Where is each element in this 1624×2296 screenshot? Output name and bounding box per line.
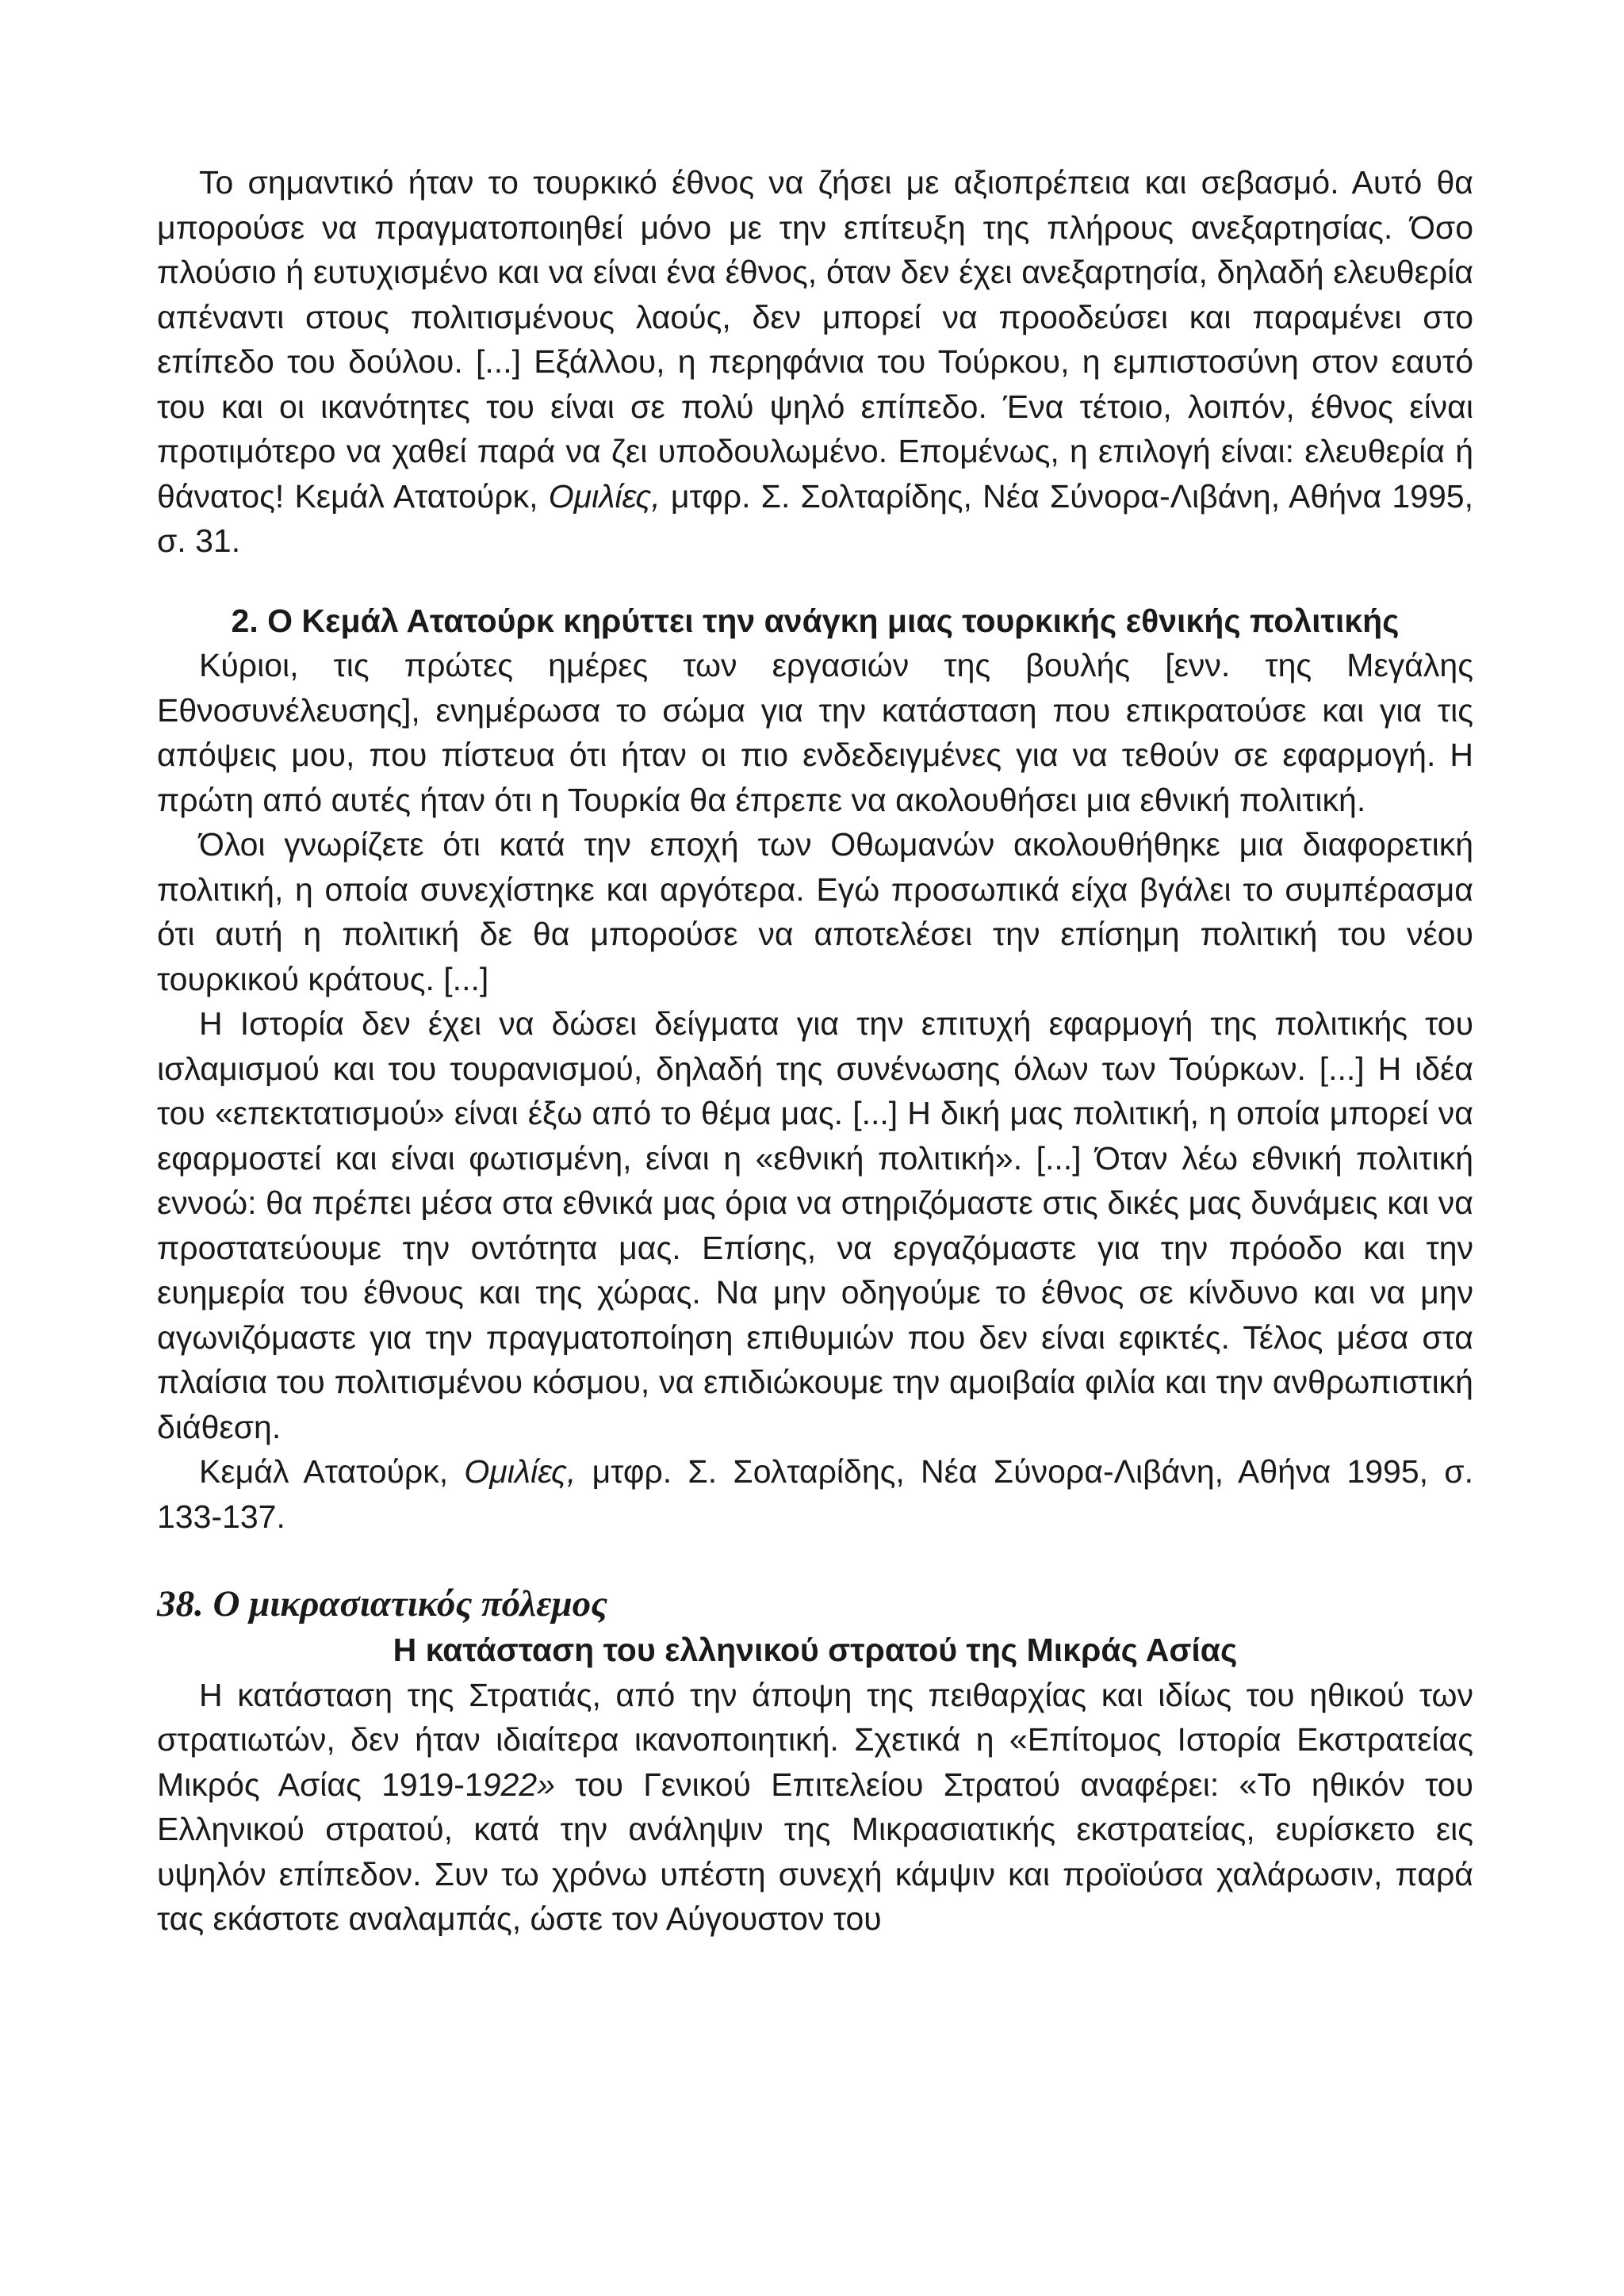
section2-source	[157, 1449, 1473, 1539]
section1-source-title: Ομιλίες,	[548, 477, 661, 515]
document-page	[157, 160, 1473, 1942]
section2-source-details: μτφρ. Σ. Σολταρίδης, Νέα Σύνορα-Λιβάνη, Αθήνα 1995, σ. 133-137.	[157, 1453, 1473, 1535]
spacer	[157, 1539, 1473, 1580]
section2-source-author: Κεμάλ Ατατούρκ,	[199, 1453, 465, 1490]
section2-heading: 2. Ο Κεμάλ Ατατούρκ κηρύττει την ανάγκη μιας τουρκικής εθνικής πολιτικής	[231, 602, 1400, 639]
chapter-title: 38. Ο μικρασιατικός πόλεμος	[157, 1583, 608, 1624]
chapter-paragraph	[157, 1673, 1473, 1942]
section2-paragraph-2: Όλοι γνωρίζετε ότι κατά την εποχή των Οθωμανών ακολουθήθηκε μια διαφορετική πολιτική, η οποία συνεχίστηκε και αργότερα. Εγώ προσωπικά είχα βγάλει το συμπέρασμα ότι αυτή η πολιτική δε θα μπορούσε να αποτελέσει την επίσημη πολιτική του νέου τουρκικού κράτους. [...]	[157, 826, 1473, 997]
chapter-subheading: Η κατάσταση του ελληνικού στρατού της Μικράς Ασίας	[393, 1632, 1238, 1668]
chapter-paragraph-end: του Γενικού Επιτελείου Στρατού αναφέρει: «Το ηθικόν του Ελληνικού στρατού, κατά την ανάληψιν της Μικρασιατικής εκστρατείας, ευρίσκετο εις υψηλόν επίπεδον. Συν τω χρόνω υπέστη συνεχή κάμψιν και προϊούσα χαλάρωσιν, παρά τας εκάστοτε αναλαμπάς, ώστε τον Αύγουστον του	[157, 1766, 1473, 1937]
section2-paragraph-3: Η Ιστορία δεν έχει να δώσει δείγματα για την επιτυχή εφαρμογή της πολιτικής του ισλαμισμού και του τουρανισμού, δηλαδή της συνένωσης όλων των Τούρκων. [...] Η ιδέα του «επεκτατισμού» είναι έξω από το θέμα μας. [...] Η δική μας πολιτική, η οποία μπορεί να εφαρμοστεί και είναι φωτισμένη, είναι η «εθνική πολιτική». [...] Όταν λέω εθνική πολιτική εννοώ: θα πρέπει μέσα στα εθνικά μας όρια να στηριζόμαστε στις δικές μας δυνάμεις και να προστατεύουμε την οντότητα μας. Επίσης, να εργαζόμαστε για την πρόοδο και την ευημερία του έθνους και της χώρας. Να μην οδηγούμε το έθνος σε κίνδυνο και να μην αγωνιζόμαστε για την πραγματοποίηση επιθυμιών που δεν είναι εφικτές. Τέλος μέσα στα πλαίσια του πολιτισμένου κόσμου, να επιδιώκουμε την αμοιβαία φιλία και την ανθρωπιστική διάθεση.	[157, 1005, 1473, 1445]
chapter-paragraph-start: Η κατάσταση της Στρατιάς, από την άποψη της πειθαρχίας και ιδίως του ηθικού των στρατιωτών, δεν ήταν ιδιαίτερα ικανοποιητική. Σχετικά η «Επίτομος Ιστορία Εκστρατείας Μικρός Ασίας 1919-1	[157, 1676, 1473, 1803]
section2-source-title: Ομιλίες,	[464, 1453, 576, 1490]
section1-paragraph	[157, 160, 1473, 564]
spacer	[157, 564, 1473, 599]
chapter-paragraph-italic: 922»	[482, 1766, 555, 1803]
section1-text: Το σημαντικό ήταν το τουρκικό έθνος να ζήσει με αξιοπρέπεια και σεβασμό. Αυτό θα μπορούσε να πραγματοποιηθεί μόνο με την επίτευξη της πλήρους ανεξαρτησίας. Όσο πλούσιο ή ευτυχισμένο και να είναι ένα έθνος, όταν δεν έχει ανεξαρτησία, δηλαδή ελευθερία απέναντι στους πολιτισμένους λαούς, δεν μπορεί να προοδεύσει και παραμένει στο επίπεδο του δούλου. [...] Εξάλλου, η περηφάνια του Τούρκου, η εμπιστοσύνη στον εαυτό του και οι ικανότητες του είναι σε πολύ ψηλό επίπεδο. Ένα τέτοιο, λοιπόν, έθνος είναι προτιμότερο να χαθεί παρά να ζει υποδουλωμένο. Επομένως, η επιλογή είναι: ελευθερία ή θάνατος! Κεμάλ Ατατούρκ,	[157, 164, 1473, 515]
section1-source-details: μτφρ. Σ. Σολταρίδης, Νέα Σύνορα-Λιβάνη, Αθήνα 1995, σ. 31.	[157, 477, 1473, 559]
section2-paragraph-1: Κύριοι, τις πρώτες ημέρες των εργασιών της βουλής [ενν. της Μεγάλης Εθνοσυνέλευσης], ενημέρωσα το σώμα για την κατάσταση που επικρατούσε και για τις απόψεις μου, που πίστευα ότι ήταν οι πιο ενδεδειγμένες για να τεθούν σε εφαρμογή. Η πρώτη από αυτές ήταν ότι η Τουρκία θα έπρεπε να ακολουθήσει μια εθνική πολιτική.	[157, 647, 1473, 818]
